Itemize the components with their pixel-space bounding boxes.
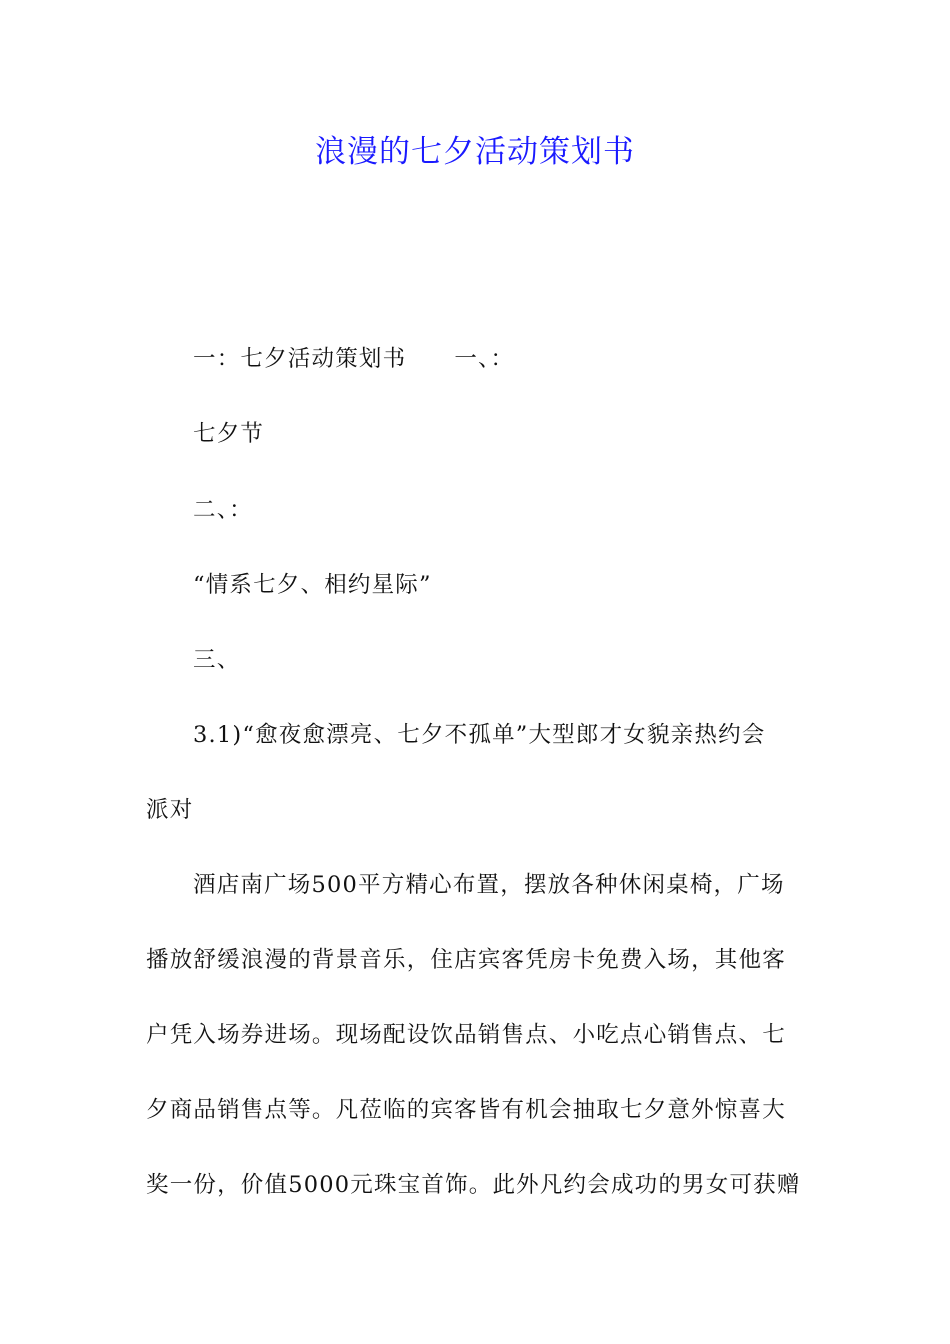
paragraph-line: 户凭入场券进场。现场配设饮品销售点、小吃点心销售点、七 — [146, 1022, 786, 1048]
heading-part-a: 一：七夕活动策划书 — [193, 346, 407, 372]
paragraph-line: 夕商品销售点等。凡莅临的宾客皆有机会抽取七夕意外惊喜大 — [146, 1097, 786, 1123]
paragraph-line: “情系七夕、相约星际” — [193, 572, 432, 598]
section-heading-1 — [193, 339, 514, 379]
paragraph-line: 奖一份，价值5000元珠宝首饰。此外凡约会成功的男女可获赠 — [146, 1172, 801, 1198]
paragraph-line: 酒店南广场500平方精心布置，摆放各种休闲桌椅，广场 — [193, 872, 785, 898]
paragraph-line: 3.1)“愈夜愈漂亮、七夕不孤单”大型郎才女貌亲热约会 — [193, 722, 766, 748]
paragraph-line: 七夕节 — [193, 421, 265, 447]
paragraph-line: 派对 — [146, 797, 194, 823]
paragraph-line: 播放舒缓浪漫的背景音乐，住店宾客凭房卡免费入场，其他客 — [146, 947, 786, 973]
document-title: 浪漫的七夕活动策划书 — [315, 134, 635, 170]
heading-part-b: 一、： — [454, 346, 515, 372]
section-heading-3: 三、 — [193, 647, 241, 673]
section-heading-2: 二、： — [193, 497, 253, 523]
